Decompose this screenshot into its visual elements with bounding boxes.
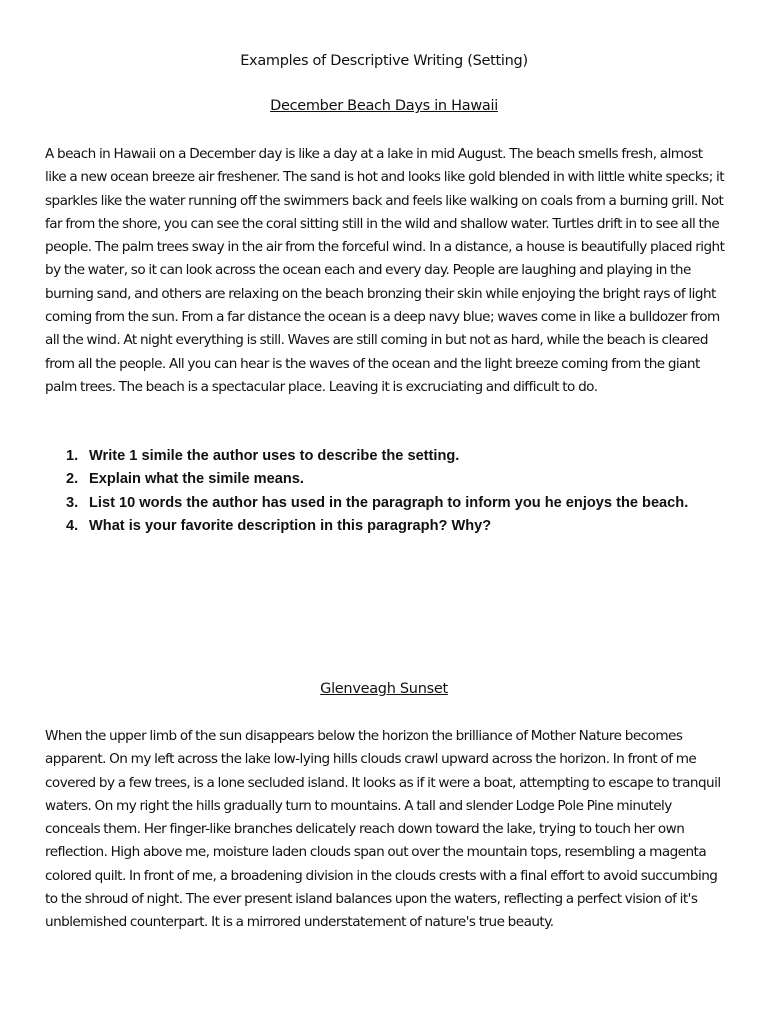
question-list [66,445,706,538]
section-heading-hawaii: December Beach Days in Hawaii [270,98,498,114]
question-text: Write 1 simile the author uses to describe the setting. [89,448,460,464]
question-text: Explain what the simile means. [89,471,304,488]
question-number: 2. [66,471,79,488]
question-number: 4. [66,517,79,534]
document-title: Examples of Descriptive Writing (Setting) [240,53,528,69]
paragraph-hawaii: A beach in Hawaii on a December day is like a day at a lake in mid August. The beach smells fresh, almost like a new ocean breeze air freshener. The sand is hot and looks like gold blended in with little white specks; it sparkles like the water running off the swimmers back and feels like walking on coals from a burning grill. Not far from the shore, you can see the coral sitting still in the wild and shallow water. Turtles drift in to see all the people. The palm trees sway in the air from the forceful wind. In a distance, a house is beautifully placed right by the water, so it can look across the ocean each and every day. People are laughing and playing in the burning sand, and others are relaxing on the beach bronzing their skin while enjoying the bright rays of light coming from the sun. From a far distance the ocean is a deep navy blue; waves come in like a bulldozer from all the wind. At night everything is still. Waves are still coming in but not as hard, while the beach is cleared from all the people. All you can hear is the waves of the ocean and the light breeze coming from the giant palm trees. The beach is a spectacular place. Leaving it is excruciating and difficult to do. [45,146,725,395]
question-number: 1. [66,448,79,464]
paragraph-glenveagh: When the upper limb of the sun disappears below the horizon the brilliance of Mother Nature becomes apparent. On my left across the lake low-lying hills clouds crawl upward across the horizon. In front of me covered by a few trees, is a lone secluded island. It looks as if it were a boat, attempting to escape to tranquil waters. On my right the hills gradually turn to mountains. A tall and slender Lodge Pole Pine minutely conceals them. Her finger-like branches delicately reach down toward the lake, trying to touch her own reflection. High above me, moisture laden clouds span out over the mountain tops, resembling a magenta colored quilt. In front of me, a broadening division in the clouds crests with a final effort to avoid succumbing to the shroud of night. The ever present island balances upon the waters, reflecting a perfect vision of it's unblemished counterpart. It is a mirrored understatement of nature's true beauty. [45,728,721,931]
section-heading-glenveagh: Glenveagh Sunset [320,681,448,697]
question-text: What is your favorite description in this paragraph? Why? [89,517,492,534]
question-item [66,492,706,515]
question-text: List 10 words the author has used in the paragraph to inform you he enjoys the beach. [89,494,689,511]
question-item [66,468,706,491]
question-item [66,445,706,468]
question-number: 3. [66,494,79,511]
question-item [66,515,706,538]
